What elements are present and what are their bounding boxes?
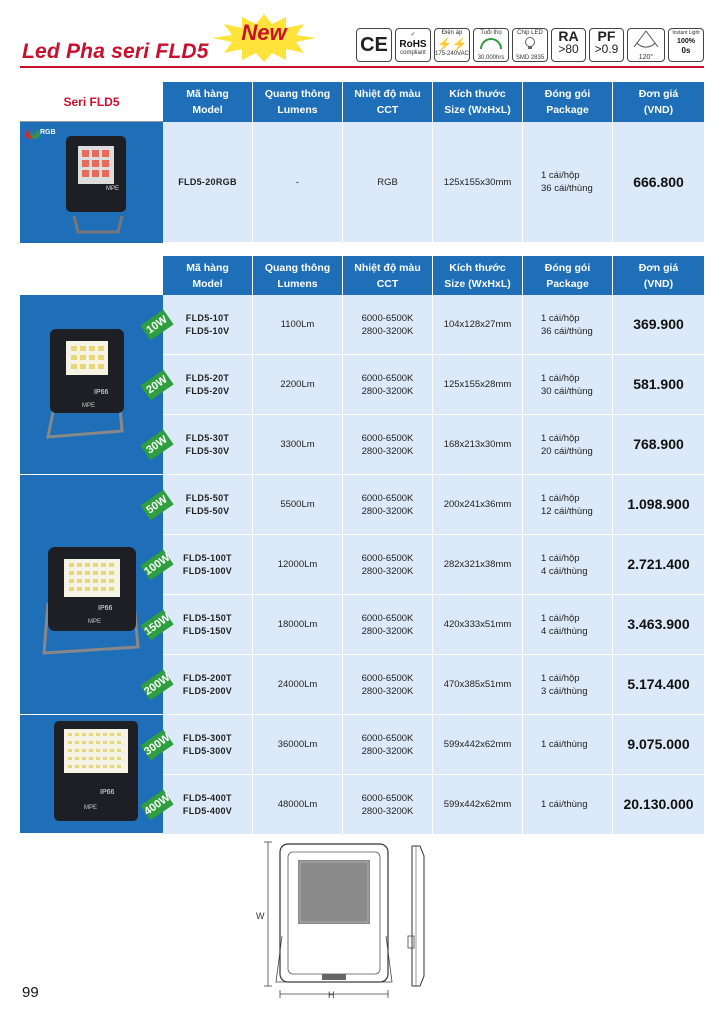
ip66-label-small: IP66	[94, 389, 109, 396]
ce-badge: CE	[356, 28, 392, 62]
row-cct2-text: 2800-3200K	[361, 385, 414, 397]
rgb-tag: RGB	[40, 129, 56, 136]
brand-label-small: MPE	[82, 403, 96, 409]
row-pkg1-text: 1 cái/hộp	[541, 492, 580, 504]
row-pkg1-text: 1 cái/hộp	[541, 372, 580, 384]
row-code2-text: FLD5-100V	[182, 565, 233, 576]
wattage-tag: 10W	[140, 310, 173, 341]
row-code-cell	[163, 355, 253, 415]
row-pkg2-text: 4 cái/thùng	[541, 625, 588, 637]
row-size-cell	[433, 595, 523, 655]
header-price: Đơn giá (VND)	[613, 82, 704, 122]
dim-w-label: W	[256, 911, 265, 921]
row-code-cell	[163, 655, 253, 715]
row-pkg-cell	[523, 295, 613, 355]
row-pkg1-text: 1 cái/hộp	[541, 432, 580, 444]
floodlight-large-image	[46, 719, 146, 831]
row-code1-text: FLD5-100T	[183, 552, 232, 563]
row-size-cell	[433, 715, 523, 775]
row-pkg-cell	[523, 415, 613, 475]
wattage-tag: 400W	[140, 790, 173, 821]
gauge-icon	[479, 38, 503, 50]
row-lumen-cell	[253, 535, 343, 595]
row-cct-cell	[343, 775, 433, 835]
product-panel-large	[20, 715, 163, 833]
row-cct2-text: 2800-3200K	[361, 445, 414, 457]
row-cct-cell	[343, 415, 433, 475]
row-code1-text: FLD5-30T	[185, 432, 230, 443]
row-code1-text: FLD5-300T	[183, 732, 232, 743]
row-size-cell	[433, 415, 523, 475]
rgb-cct-cell: RGB	[343, 122, 433, 243]
row-cct-cell	[343, 535, 433, 595]
instant-light-badge: Instant Light 100% 0s	[668, 28, 704, 62]
row-lumen-text: 2200Lm	[280, 379, 315, 390]
brand-label-large: MPE	[84, 805, 98, 811]
header-size: Kích thước Size (WxHxL)	[433, 82, 523, 122]
row-pkg2-text: 12 cái/thùng	[541, 505, 593, 517]
row-cct1-text: 6000-6500K	[361, 312, 414, 324]
row-code2-text: FLD5-400V	[182, 805, 233, 816]
wattage-tag: 150W	[140, 610, 173, 641]
header-package-2: Đóng gói Package	[523, 256, 613, 295]
header-lumen-2: Quang thông Lumens	[253, 256, 343, 295]
row-size-cell	[433, 535, 523, 595]
row-lumen-text: 3300Lm	[280, 439, 315, 450]
row-lumen-cell	[253, 655, 343, 715]
row-lumen-cell	[253, 595, 343, 655]
wattage-tag: 30W	[140, 430, 173, 461]
rgb-package-cell: 1 cái/hộp 36 cái/thùng	[523, 122, 613, 243]
row-code-cell	[163, 415, 253, 475]
row-code1-text: FLD5-20T	[185, 372, 230, 383]
row-pkg1-text: 1 cái/thùng	[541, 739, 588, 750]
header-price-2: Đơn giá (VND)	[613, 256, 704, 295]
row-code2-text: FLD5-50V	[185, 505, 230, 516]
row-pkg-cell	[523, 475, 613, 535]
row-pkg1-text: 1 cái/thùng	[541, 799, 588, 810]
row-cct-cell	[343, 295, 433, 355]
row-code-cell	[163, 775, 253, 835]
rgb-brand-label: MPE	[106, 186, 120, 192]
wattage-tag: 300W	[140, 730, 173, 761]
row-pkg2-text: 4 cái/thùng	[541, 565, 588, 577]
row-cct1-text: 6000-6500K	[361, 372, 414, 384]
row-pkg-cell	[523, 655, 613, 715]
row-cct2-text: 2800-3200K	[361, 745, 414, 757]
row-lumen-cell	[253, 295, 343, 355]
row-pkg-cell	[523, 535, 613, 595]
row-size-text: 599x442x62mm	[443, 739, 512, 750]
drawing-ip66-label: IP66	[354, 934, 371, 943]
row-price-text: 3.463.900	[627, 616, 690, 632]
row-pkg-cell	[523, 715, 613, 775]
row-lumen-text: 12000Lm	[277, 559, 318, 570]
row-code2-text: FLD5-30V	[185, 445, 230, 456]
row-size-text: 599x442x62mm	[443, 799, 512, 810]
page-title: Led Pha seri FLD5	[22, 40, 209, 63]
row-cct1-text: 6000-6500K	[361, 732, 414, 744]
header-lumen: Quang thông Lumens	[253, 82, 343, 122]
row-cct2-text: 2800-3200K	[361, 805, 414, 817]
row-lumen-text: 18000Lm	[277, 619, 318, 630]
row-price-cell	[613, 655, 704, 715]
row-pkg1-text: 1 cái/hộp	[541, 612, 580, 624]
pf-badge: PF >0.9	[589, 28, 624, 62]
row-lumen-text: 1100Lm	[280, 319, 315, 330]
lifetime-badge: Tuổi thọ 30.000hrs	[473, 28, 509, 62]
new-label: New	[241, 20, 287, 45]
row-size-cell	[433, 775, 523, 835]
row-cct-cell	[343, 475, 433, 535]
row-lumen-text: 36000Lm	[277, 739, 318, 750]
row-code-cell	[163, 535, 253, 595]
row-code2-text: FLD5-300V	[182, 745, 233, 756]
row-code1-text: FLD5-200T	[183, 672, 232, 683]
row-lumen-cell	[253, 415, 343, 475]
row-size-cell	[433, 475, 523, 535]
row-price-text: 2.721.400	[627, 556, 690, 572]
row-code-cell	[163, 715, 253, 775]
row-code2-text: FLD5-10V	[185, 325, 230, 336]
row-code-cell	[163, 295, 253, 355]
header-code-2: Mã hàng Model	[163, 256, 253, 295]
row-size-text: 420x333x51mm	[443, 619, 512, 630]
rgb-size-cell: 125x155x30mm	[433, 122, 523, 243]
ip66-label-medium: IP66	[98, 605, 113, 612]
row-price-cell	[613, 355, 704, 415]
row-cct1-text: 6000-6500K	[361, 552, 414, 564]
row-cct2-text: 2800-3200K	[361, 625, 414, 637]
row-size-cell	[433, 355, 523, 415]
wattage-tag: 200W	[140, 670, 173, 701]
row-pkg-cell	[523, 595, 613, 655]
row-lumen-text: 5500Lm	[280, 499, 315, 510]
row-price-text: 20.130.000	[623, 796, 694, 812]
row-lumen-cell	[253, 355, 343, 415]
row-lumen-cell	[253, 475, 343, 535]
row-code1-text: FLD5-10T	[185, 312, 230, 323]
header-size-2: Kích thước Size (WxHxL)	[433, 256, 523, 295]
row-price-text: 581.900	[633, 376, 684, 392]
row-pkg-cell	[523, 355, 613, 415]
bulb-icon	[523, 37, 537, 50]
row-lumen-text: 24000Lm	[277, 679, 318, 690]
row-price-cell	[613, 595, 704, 655]
wattage-tag: 50W	[140, 490, 173, 521]
ra-badge: RA >80	[551, 28, 586, 62]
row-pkg1-text: 1 cái/hộp	[541, 312, 580, 324]
row-cct1-text: 6000-6500K	[361, 432, 414, 444]
row-price-cell	[613, 715, 704, 775]
row-price-cell	[613, 475, 704, 535]
brand-label-medium: MPE	[88, 619, 102, 625]
row-price-cell	[613, 535, 704, 595]
beam-angle-badge: 120°	[627, 28, 665, 62]
row-price-text: 1.098.900	[627, 496, 690, 512]
header-cct: Nhiệt độ màu CCT	[343, 82, 433, 122]
wattage-tag: 20W	[140, 370, 173, 401]
floodlight-small-image	[40, 323, 140, 443]
row-size-text: 125x155x28mm	[443, 379, 512, 390]
row-cct1-text: 6000-6500K	[361, 492, 414, 504]
row-cct2-text: 2800-3200K	[361, 505, 414, 517]
row-lumen-text: 48000Lm	[277, 799, 318, 810]
header-code: Mã hàng Model	[163, 82, 253, 122]
row-cct-cell	[343, 655, 433, 715]
series-label: Seri FLD5	[20, 82, 163, 122]
row-code-cell	[163, 475, 253, 535]
row-price-text: 9.075.000	[627, 736, 690, 752]
rgb-lumen-cell: -	[253, 122, 343, 243]
row-cct2-text: 2800-3200K	[361, 325, 414, 337]
row-lumen-cell	[253, 775, 343, 835]
rohs-badge: ✓ RoHS compliant	[395, 28, 431, 62]
row-pkg-cell	[523, 775, 613, 835]
title-rule	[20, 66, 704, 68]
row-price-cell	[613, 295, 704, 355]
rgb-code-cell: FLD5-20RGB	[163, 122, 253, 243]
row-price-cell	[613, 775, 704, 835]
row-code1-text: FLD5-150T	[183, 612, 232, 623]
row-cct1-text: 6000-6500K	[361, 672, 414, 684]
row-size-text: 168x213x30mm	[443, 439, 512, 450]
row-pkg2-text: 30 cái/thùng	[541, 385, 593, 397]
rgb-price-cell: 666.800	[613, 122, 704, 243]
header-cct-2: Nhiệt độ màu CCT	[343, 256, 433, 295]
row-pkg1-text: 1 cái/hộp	[541, 672, 580, 684]
beam-angle-icon	[631, 29, 661, 49]
row-cct-cell	[343, 595, 433, 655]
ip66-label-large: IP66	[100, 789, 115, 796]
row-size-text: 200x241x36mm	[443, 499, 512, 510]
page-number: 99	[22, 984, 39, 1001]
row-code2-text: FLD5-20V	[185, 385, 230, 396]
row-pkg2-text: 3 cái/thùng	[541, 685, 588, 697]
row-size-cell	[433, 295, 523, 355]
row-code2-text: FLD5-150V	[182, 625, 233, 636]
rgb-product-panel	[20, 122, 163, 243]
row-size-text: 470x385x51mm	[443, 679, 512, 690]
rgb-floodlight-image	[56, 132, 136, 240]
wattage-tag: 100W	[140, 550, 173, 581]
row-code1-text: FLD5-50T	[185, 492, 230, 503]
product-panel-medium	[20, 475, 163, 714]
floodlight-medium-image	[40, 543, 150, 663]
row-cct-cell	[343, 715, 433, 775]
row-size-text: 282x321x38mm	[443, 559, 512, 570]
row-code2-text: FLD5-200V	[182, 685, 233, 696]
chip-badge: Chip LED SMD 2835	[512, 28, 548, 62]
row-pkg2-text: 20 cái/thùng	[541, 445, 593, 457]
row-code1-text: FLD5-400T	[183, 792, 232, 803]
row-price-text: 5.174.400	[627, 676, 690, 692]
row-code-cell	[163, 595, 253, 655]
technical-drawing	[262, 836, 438, 1002]
row-pkg2-text: 36 cái/thùng	[541, 325, 593, 337]
row-size-text: 104x128x27mm	[443, 319, 512, 330]
row-price-text: 369.900	[633, 316, 684, 332]
voltage-badge: Điện áp ⚡⚡ 175-240VAC	[434, 28, 470, 62]
row-cct1-text: 6000-6500K	[361, 792, 414, 804]
row-cct1-text: 6000-6500K	[361, 612, 414, 624]
row-cct2-text: 2800-3200K	[361, 565, 414, 577]
row-lumen-cell	[253, 715, 343, 775]
dim-h-label: H	[328, 990, 335, 1000]
row-size-cell	[433, 655, 523, 715]
header-package: Đóng gói Package	[523, 82, 613, 122]
row-cct-cell	[343, 355, 433, 415]
row-cct2-text: 2800-3200K	[361, 685, 414, 697]
row-pkg1-text: 1 cái/hộp	[541, 552, 580, 564]
row-price-cell	[613, 415, 704, 475]
row-price-text: 768.900	[633, 436, 684, 452]
